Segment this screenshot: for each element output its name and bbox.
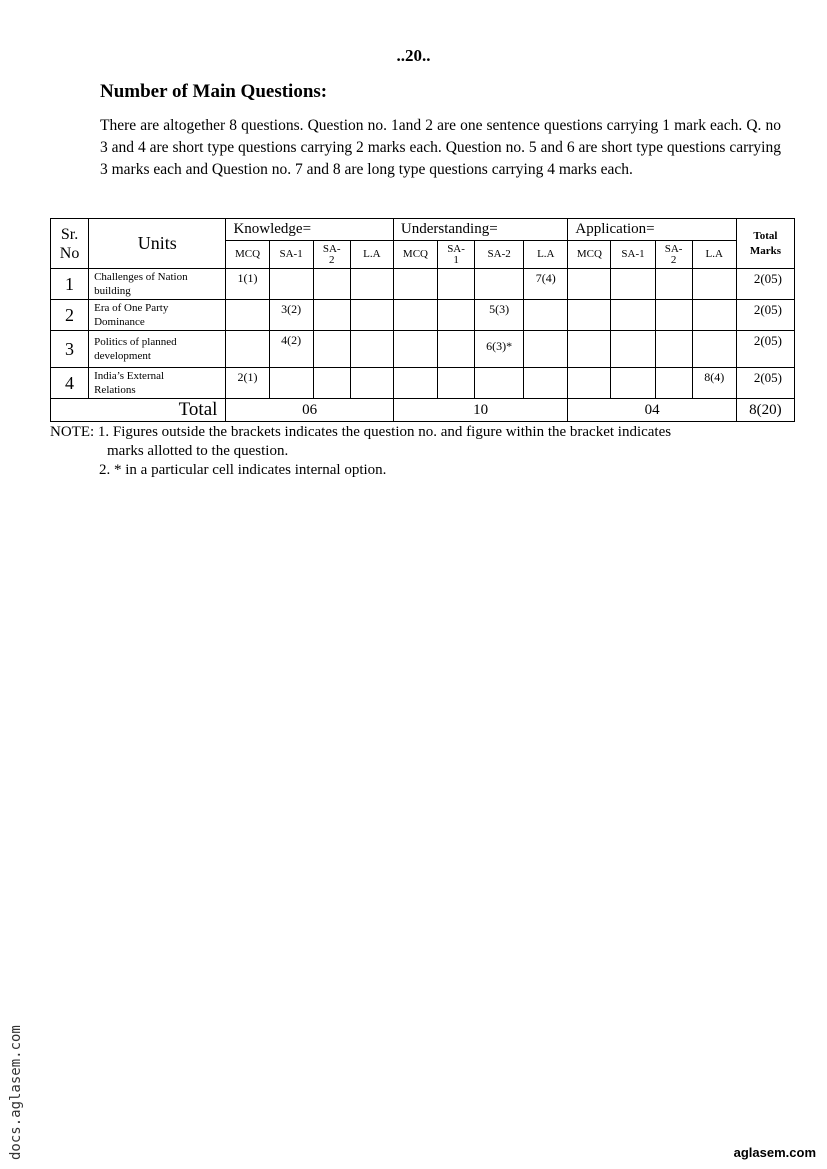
mark-cell: [393, 300, 437, 331]
mark-cell: 3(2): [269, 300, 313, 331]
row-total-cell: 2(05): [736, 331, 794, 368]
row-total-cell: 2(05): [736, 269, 794, 300]
mark-cell: [524, 331, 568, 368]
sr-no-cell: 4: [51, 368, 89, 399]
mark-cell: [568, 300, 611, 331]
mark-cell: [226, 331, 269, 368]
mark-cell: [655, 269, 692, 300]
unit-name-cell: Era of One Party Dominance: [89, 300, 226, 331]
mark-cell: 5(3): [475, 300, 524, 331]
question-blueprint-table: [50, 218, 795, 422]
total-knowledge: 06: [226, 399, 393, 422]
section-heading: Number of Main Questions:: [100, 81, 328, 102]
mark-cell: [438, 269, 475, 300]
mark-cell: [611, 300, 655, 331]
mark-cell: [438, 300, 475, 331]
mark-cell: 1(1): [226, 269, 269, 300]
header-total-line1: Total: [753, 229, 778, 242]
mark-cell: [524, 368, 568, 399]
mark-cell: [692, 269, 736, 300]
table-row: [51, 368, 795, 399]
subcol-mcq: MCQ: [393, 241, 437, 269]
header-understanding: Understanding=: [393, 219, 567, 241]
grand-total: 8(20): [736, 399, 794, 422]
mark-cell: [655, 300, 692, 331]
mark-cell: [524, 300, 568, 331]
header-application: Application=: [568, 219, 736, 241]
subcol-sa1: SA-1: [269, 241, 313, 269]
mark-cell: [313, 331, 350, 368]
mark-cell: [568, 269, 611, 300]
sr-no-cell: 3: [51, 331, 89, 368]
total-understanding: 10: [393, 399, 567, 422]
mark-cell: 7(4): [524, 269, 568, 300]
mark-cell: [393, 331, 437, 368]
subcol-sa1: SA-1: [611, 241, 655, 269]
page-number: ..20..: [396, 46, 431, 65]
side-watermark: docs.aglasem.com: [8, 1025, 24, 1160]
subcol-sa2: SA- 2: [313, 241, 350, 269]
header-sr-no: [51, 219, 89, 269]
sr-no-cell: 2: [51, 300, 89, 331]
total-application: 04: [568, 399, 736, 422]
header-total-marks: [736, 219, 794, 269]
header-sr-line2: No: [59, 244, 80, 262]
mark-cell: [611, 368, 655, 399]
mark-cell: [438, 331, 475, 368]
unit-name-cell: India’s External Relations: [89, 368, 226, 399]
footer-brand: aglasem.com: [733, 1145, 816, 1160]
mark-cell: [350, 331, 393, 368]
notes-section: [50, 423, 770, 480]
row-total-cell: 2(05): [736, 300, 794, 331]
header-sr-line1: Sr.: [60, 225, 79, 243]
mark-cell: [226, 300, 269, 331]
intro-paragraph: There are altogether 8 questions. Question no. 1and 2 are one sentence questions carrying 1 mark each. Q. no 3 and 4 are short type questions carrying 2 marks each. Question no. 5 and 6 are short type questions carrying 3 marks each and Question no. 7 and 8 are long type questions carrying 4 marks each.: [100, 117, 781, 178]
subcol-sa2: SA- 2: [655, 241, 692, 269]
mark-cell: [655, 368, 692, 399]
total-row: [51, 399, 795, 422]
header-total-line2: Marks: [749, 244, 781, 257]
mark-cell: [393, 269, 437, 300]
subcol-mcq: MCQ: [226, 241, 269, 269]
mark-cell: [313, 269, 350, 300]
mark-cell: [313, 300, 350, 331]
subcol-mcq: MCQ: [568, 241, 611, 269]
mark-cell: [438, 368, 475, 399]
subcol-la: L.A: [524, 241, 568, 269]
mark-cell: [655, 331, 692, 368]
mark-cell: 6(3)*: [475, 331, 524, 368]
unit-name-cell: Politics of planned development: [89, 331, 226, 368]
total-label: Total: [51, 399, 226, 422]
mark-cell: 2(1): [226, 368, 269, 399]
table-row: [51, 331, 795, 368]
subcol-la: L.A: [350, 241, 393, 269]
mark-cell: [393, 368, 437, 399]
mark-cell: [269, 269, 313, 300]
mark-cell: 8(4): [692, 368, 736, 399]
row-total-cell: 2(05): [736, 368, 794, 399]
mark-cell: [475, 269, 524, 300]
mark-cell: [350, 300, 393, 331]
header-row-groups: [51, 219, 795, 241]
table-row: [51, 300, 795, 331]
mark-cell: [568, 368, 611, 399]
subcol-la: L.A: [692, 241, 736, 269]
header-knowledge: Knowledge=: [226, 219, 393, 241]
subcol-sa1: SA- 1: [438, 241, 475, 269]
mark-cell: 4(2): [269, 331, 313, 368]
note-1: NOTE: 1. Figures outside the brackets indicates the question no. and figure within the bracket indicates: [50, 424, 672, 440]
mark-cell: [611, 269, 655, 300]
mark-cell: [475, 368, 524, 399]
subcol-sa2: SA-2: [475, 241, 524, 269]
note-1-continued: marks allotted to the question.: [107, 443, 289, 459]
mark-cell: [692, 331, 736, 368]
sr-no-cell: 1: [51, 269, 89, 300]
note-2: 2. * in a particular cell indicates internal option.: [99, 462, 387, 478]
mark-cell: [313, 368, 350, 399]
unit-name-cell: Challenges of Nation building: [89, 269, 226, 300]
mark-cell: [350, 269, 393, 300]
header-units: Units: [89, 219, 226, 269]
mark-cell: [692, 300, 736, 331]
table-row: [51, 269, 795, 300]
mark-cell: [269, 368, 313, 399]
mark-cell: [568, 331, 611, 368]
mark-cell: [350, 368, 393, 399]
mark-cell: [611, 331, 655, 368]
